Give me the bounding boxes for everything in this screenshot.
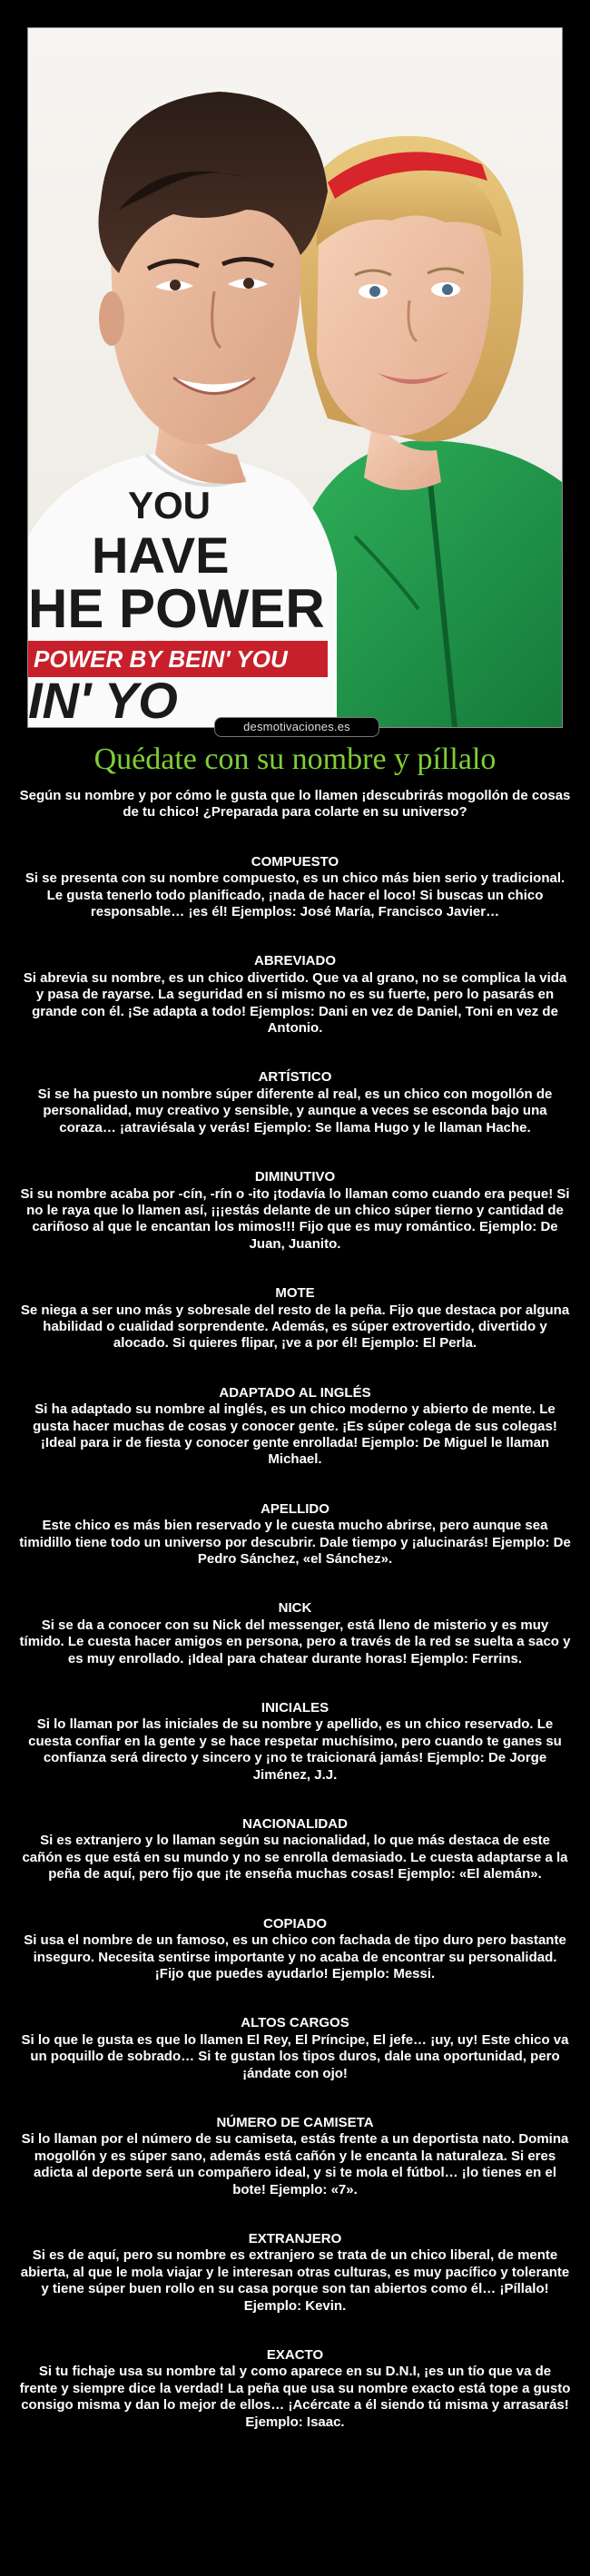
shirt-print-line-4: POWER BY BEIN' YOU xyxy=(34,645,288,673)
section-body: Si se ha puesto un nombre súper diferente al real, es un chico con mogollón de personalidad, muy creativo y sensible, y aunque a veces se esconda bajo una coraza… ¡atraviésala y verás! Ejemplo: Se llama Hugo y le llaman Hache. xyxy=(37,1086,553,1136)
section-heading: NÚMERO DE CAMISETA xyxy=(216,2114,374,2130)
section-heading: ARTÍSTICO xyxy=(258,1069,332,1086)
section-body: Si tu fichaje usa su nombre tal y como aparece en su D.N.I, ¡es un tío que va de frente y siempre dice la verdad! La peña que usa su nombre exacto está tope a gusto consigo misma y dan lo mejor de ellos… ¡Acércate a él siendo tú misma y arrasarás! Ejemplo: Isaac. xyxy=(19,2364,571,2430)
section-body: Si abrevia su nombre, es un chico divertido. Que va al grano, no se complica la vida y pasa de rayarse. La seguridad en sí mismo no es su fuerte, pero lo pasarás en grande con él. ¡Se adapta a todo! Ejemplos: Dani en vez de Daniel, Toni en vez de Antonio. xyxy=(23,969,567,1037)
watermark: desmotivaciones.es xyxy=(214,717,379,737)
couple-photo xyxy=(28,28,562,727)
section-body: Este chico es más bien reservado y le cuesta mucho abrirse, pero aunque sea timidillo tiene todo un universo por descubrir. Dale tiempo y ¡alucinarás! Ejemplo: De Pedro Sánchez, «el Sánchez». xyxy=(19,1518,571,1567)
section-iniciales xyxy=(18,1700,572,1784)
section-adaptado-ingles xyxy=(18,1385,572,1469)
section-heading: DIMINUTIVO xyxy=(254,1169,336,1185)
shirt-print-line-2: HAVE xyxy=(92,526,230,584)
section-heading: COPIADO xyxy=(262,1915,327,1932)
section-heading: EXACTO xyxy=(266,2347,324,2363)
photo-frame xyxy=(27,27,563,728)
section-heading: EXTRANJERO xyxy=(248,2230,342,2247)
section-numero-camiseta xyxy=(18,2115,572,2198)
section-body: Si se da a conocer con su Nick del messenger, está lleno de misterio y es muy tímido. Le cuesta hacer amigos en persona, pero a través de la red se suelta a saco y es muy enrollado. ¡Ideal para chatear durante horas! Ejemplo: Ferrins. xyxy=(19,1617,571,1667)
section-diminutivo xyxy=(18,1169,572,1253)
section-heading: NACIONALIDAD xyxy=(242,1816,348,1833)
section-compuesto xyxy=(18,854,572,921)
poster-title: Quédate con su nombre y píllalo xyxy=(93,742,497,776)
shirt-print-line-5: IN' YO xyxy=(28,672,178,727)
section-extranjero xyxy=(18,2231,572,2315)
section-body: Si usa el nombre de un famoso, es un chico con fachada de tipo duro pero bastante inseguro. Necesita sentirse importante y no acaba de encontrar su personalidad. ¡Fijo que puedes ayudarlo! Ejemplo: Messi. xyxy=(24,1932,566,1981)
section-mote xyxy=(18,1285,572,1352)
section-body: Se niega a ser uno más y sobresale del resto de la peña. Fijo que destaca por alguna habilidad o cualidad sorprendente. Además, es súper extrovertido, divertido y alocado. Si quieres flipar, ¡ve a por él! Ejemplo: El Perla. xyxy=(20,1302,570,1352)
section-heading: ALTOS CARGOS xyxy=(241,2015,349,2031)
section-body: Si es extranjero y lo llaman según su nacionalidad, lo que más destaca de este cañón es que está en su mundo y no se enrolla demasiado. Le cuesta adaptarse a la peña de aquí, pero fijo que ¡te enseña muchas cosas! Ejemplo: «El alemán». xyxy=(22,1833,568,1883)
section-artistico xyxy=(18,1069,572,1136)
section-heading: ADAPTADO AL INGLÉS xyxy=(219,1384,371,1401)
poster-text xyxy=(18,788,572,2463)
section-body: Si lo llaman por las iniciales de su nombre y apellido, es un chico reservado. Le cuesta confiar en la gente y se hace respetar muchísimo, pero cuando te ganes su confianza será directo y sincero y ¡no te traicionará jamás! Ejemplo: De Jorge Jiménez, J.J. xyxy=(28,1716,562,1783)
section-body: Si ha adaptado su nombre al inglés, es un chico moderno y abierto de mente. Le gusta hacer muchas de cosas y conocer gente. ¡Es súper colega de sus colegas! ¡Ideal para ir de fiesta y conocer gente enrollada! Ejemplo: De Miguel le llaman Michael. xyxy=(33,1401,557,1468)
intro-paragraph: Según su nombre y por cómo le gusta que lo llamen ¡descubrirás mogollón de cosas de tu chico! ¿Preparada para colarte en su universo? xyxy=(19,788,571,821)
section-nick xyxy=(18,1600,572,1667)
section-apellido xyxy=(18,1501,572,1568)
section-heading: MOTE xyxy=(275,1285,315,1302)
section-heading: ABREVIADO xyxy=(253,953,336,969)
section-body: Si lo que le gusta es que lo llamen El Rey, El Príncipe, El jefe… ¡uy, uy! Este chico va un poquillo de sobrado… Si te gustan los tipos duros, dale una oportunidad, pero ¡ándate con ojo! xyxy=(21,2031,569,2081)
section-body: Si es de aquí, pero su nombre es extranjero se trata de un chico liberal, de mente abierta, al que le mola viajar y le interesan otras culturas, es muy pacífico y tolerante y tiene súper buen rollo en su casa porque son tan abiertos como él… ¡Píllalo! Ejemplo: Kevin. xyxy=(20,2247,570,2314)
section-exacto xyxy=(18,2347,572,2431)
section-heading: APELLIDO xyxy=(261,1500,329,1517)
section-nacionalidad xyxy=(18,1816,572,1883)
section-body: Si lo llaman por el número de su camiseta, estás frente a un deportista nato. Domina mogollón y es súper sano, además está cañón y le encanta la naturaleza. Si eres adicta al deporte será un compañero ideal, y si te mola el fútbol… ¡lo tienes en el bote! Ejemplo: «7». xyxy=(21,2131,569,2197)
section-abreviado xyxy=(18,953,572,1037)
section-altos-cargos xyxy=(18,2015,572,2082)
shirt-print-line-1: YOU xyxy=(128,484,211,526)
shirt-print-line-3: HE POWER xyxy=(28,578,325,639)
section-heading: INICIALES xyxy=(261,1700,329,1716)
section-body: Si su nombre acaba por -cín, -rín o -ito ¡todavía lo llaman como cuando era peque! Si no le raya que lo llamen así, ¡¡¡estás delante de un chico súper tierno y cantidad de cariñoso al que le encantan los mimos!!! Fijo que es muy romántico. Ejemplo: De Juan, Juanito. xyxy=(20,1185,570,1252)
section-body: Si se presenta con su nombre compuesto, es un chico más bien serio y tradicional. Le gusta tenerlo todo planificado, ¡nada de hacer el loco! Si buscas un chico responsable… ¡es él! Ejemplos: José María, Francisco Javier… xyxy=(25,870,565,920)
section-heading: COMPUESTO xyxy=(251,853,339,870)
section-heading: NICK xyxy=(278,1600,312,1617)
section-copiado xyxy=(18,1916,572,1983)
